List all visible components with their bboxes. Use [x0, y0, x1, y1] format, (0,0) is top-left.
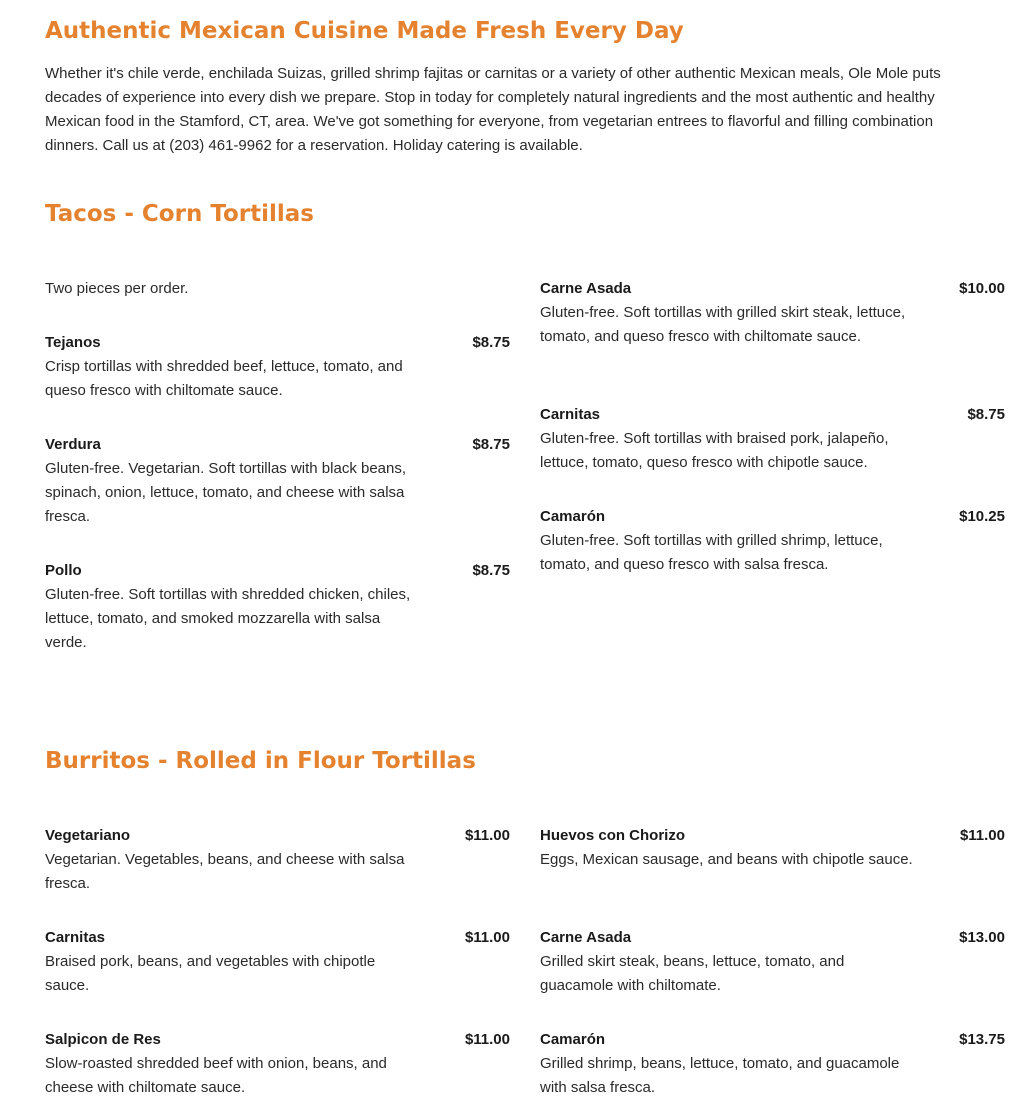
menu-item-description: Grilled shrimp, beans, lettuce, tomato, and guacamole with salsa fresca. [540, 1055, 900, 1096]
menu-item-price: $11.00 [464, 827, 510, 844]
menu-item-description: Gluten-free. Soft tortillas with shredded chicken, chiles, lettuce, tomato, and smoked mozzarella with salsa verde. [45, 586, 411, 651]
menu-item-name: Carnitas [45, 929, 106, 946]
menu-item-name: Huevos con Chorizo [540, 827, 686, 844]
menu-item-description: Grilled skirt steak, beans, lettuce, tomato, and guacamole with chiltomate. [540, 953, 845, 994]
menu-item-price: $8.75 [967, 406, 1005, 423]
menu-item-description: Gluten-free. Soft tortillas with grilled skirt steak, lettuce, tomato, and queso fresco with chiltomate sauce. [540, 304, 906, 345]
section-title-burritos: Burritos - Rolled in Flour Tortillas [45, 748, 476, 774]
menu-item-name: Pollo [45, 562, 82, 579]
menu-item-price: $8.75 [472, 562, 510, 579]
menu-item-price: $8.75 [472, 334, 510, 351]
section-title-tacos: Tacos - Corn Tortillas [45, 201, 314, 227]
menu-item-name: Carne Asada [540, 929, 632, 946]
menu-item-name: Salpicon de Res [45, 1031, 161, 1048]
menu-item-description: Gluten-free. Soft tortillas with grilled shrimp, lettuce, tomato, and queso fresco with salsa fresca. [540, 532, 883, 573]
menu-item-name: Vegetariano [45, 827, 131, 844]
menu-item-price: $10.00 [959, 280, 1005, 297]
menu-item-name: Tejanos [45, 334, 101, 351]
menu-item-price: $10.25 [959, 508, 1005, 525]
menu-item-name: Carnitas [540, 406, 601, 423]
menu-item-price: $13.75 [959, 1031, 1005, 1048]
tacos-note: Two pieces per order. [45, 280, 189, 297]
page-title: Authentic Mexican Cuisine Made Fresh Every Day [45, 18, 684, 44]
menu-item-price: $11.00 [464, 929, 510, 946]
menu-item-price: $11.00 [464, 1031, 510, 1048]
menu-item-name: Verdura [45, 436, 101, 453]
menu-item-description: Slow-roasted shredded beef with onion, beans, and cheese with chiltomate sauce. [45, 1055, 387, 1096]
menu-item-description: Crisp tortillas with shredded beef, lettuce, tomato, and queso fresco with chiltomate sauce. [45, 358, 403, 399]
menu-item-name: Camarón [540, 508, 606, 525]
menu-item-description: Gluten-free. Vegetarian. Soft tortillas with black beans, spinach, onion, lettuce, tomato, and cheese with salsa fresca. [45, 460, 407, 525]
menu-item-description: Eggs, Mexican sausage, and beans with chipotle sauce. [540, 851, 913, 868]
menu-item-price: $8.75 [472, 436, 510, 453]
menu-item-name: Camarón [540, 1031, 606, 1048]
menu-item-description: Gluten-free. Soft tortillas with braised pork, jalapeño, lettuce, tomato, queso fresco with chipotle sauce. [540, 430, 889, 471]
menu-item-price: $11.00 [959, 827, 1005, 844]
menu-item-description: Braised pork, beans, and vegetables with chipotle sauce. [45, 953, 376, 994]
intro-paragraph: Whether it's chile verde, enchilada Suizas, grilled shrimp fajitas or carnitas or a variety of other authentic Mexican meals, Ole Mole puts decades of experience into every dish we prepare. Stop in today for completely natural ingredients and the most authentic and healthy Mexican food in the Stamford, CT, area. We've got something for everyone, from vegetarian entrees to flavorful and filling combination dinners. Call us at (203) 461-9962 for a reservation. Holiday catering is available. [45, 65, 941, 154]
menu-item-description: Vegetarian. Vegetables, beans, and cheese with salsa fresca. [45, 851, 405, 892]
menu-item-name: Carne Asada [540, 280, 632, 297]
menu-item-price: $13.00 [959, 929, 1005, 946]
